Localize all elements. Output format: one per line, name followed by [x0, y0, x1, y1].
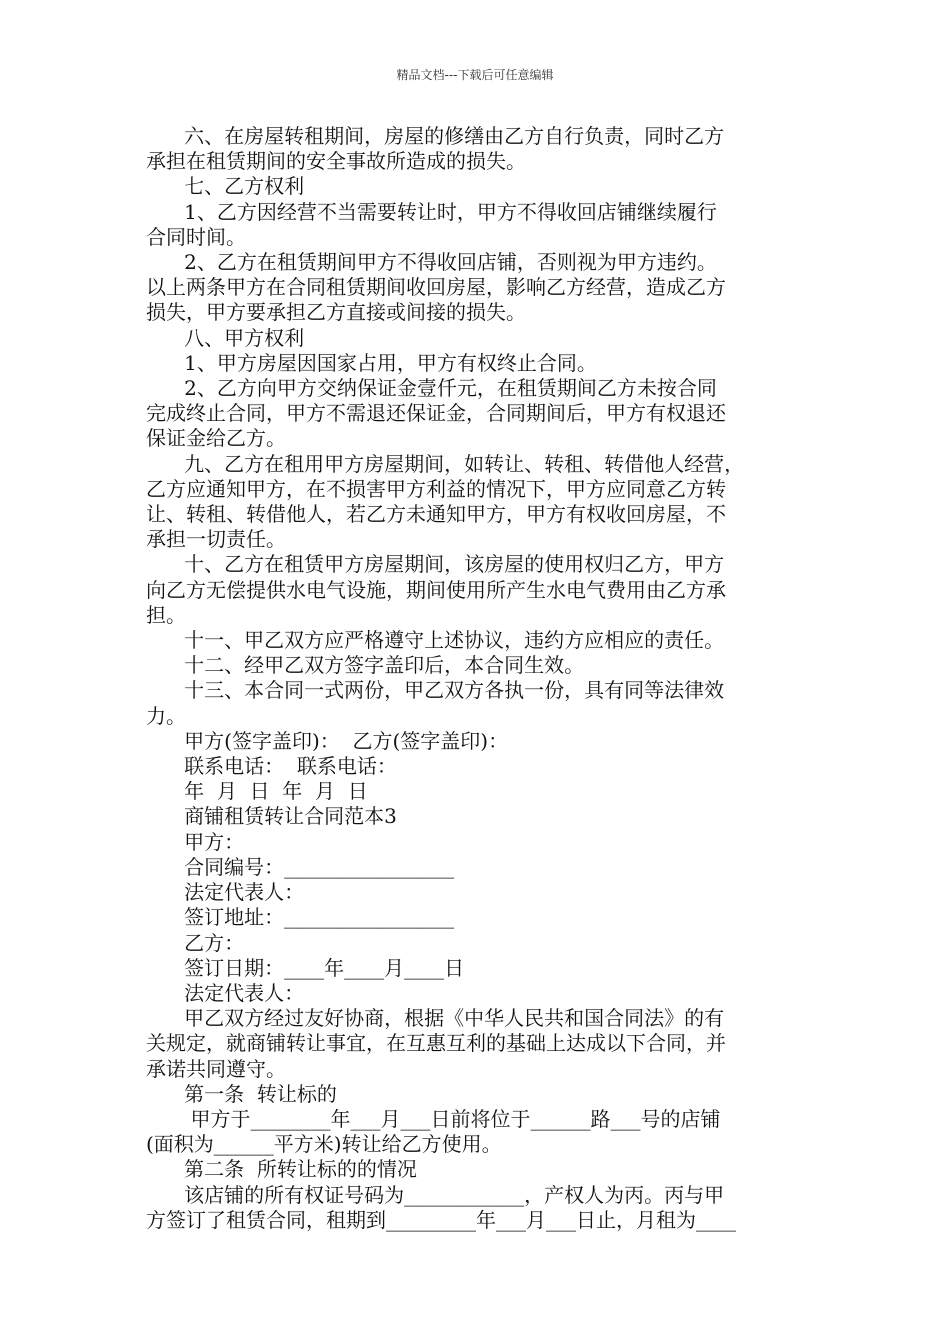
text-line: 1、乙方因经营不当需要转让时，甲方不得收回店铺继续履行: [146, 199, 717, 224]
text-line: 联系电话： 联系电话：: [146, 754, 397, 779]
text-line: 2、乙方向甲方交纳保证金壹仟元，在租赁期间乙方未按合同: [146, 376, 717, 401]
text-line: 甲方于________年___月___日前将位于______路___号的店铺: [146, 1106, 721, 1131]
text-line: 2、乙方在租赁期间甲方不得收回店铺，否则视为甲方违约。: [146, 250, 717, 275]
text-line: 关规定，就商铺转让事宜，在互惠互利的基础上达成以下合同，并: [146, 1031, 726, 1056]
text-line: 六、在房屋转租期间，房屋的修缮由乙方自行负责，同时乙方: [146, 124, 725, 148]
text-line: 九、乙方在租用甲方房屋期间，如转让、转租、转借他人经营，: [146, 451, 745, 476]
text-line: 乙方应通知甲方，在不损害甲方利益的情况下，甲方应同意乙方转: [146, 476, 726, 501]
text-line: 签订日期：____年____月____日: [146, 955, 465, 980]
text-line: 承诺共同遵守。: [146, 1056, 286, 1081]
page-header: 精品文档---下载后可任意编辑: [396, 68, 554, 82]
text-line: (面积为______平方米)转让给乙方使用。: [146, 1132, 502, 1157]
text-line: 完成终止合同，甲方不需退还保证金，合同期间后，甲方有权退还: [146, 401, 726, 426]
text-line: 承担在租赁期间的安全事故所造成的损失。: [146, 149, 526, 174]
text-line: 保证金给乙方。: [146, 426, 286, 451]
text-line: 十二、经甲乙双方签字盖印后，本合同生效。: [146, 653, 585, 678]
text-line: 让、转租、转借他人，若乙方未通知甲方，甲方有权收回房屋，不: [146, 502, 726, 527]
text-line: 第一条 转让标的: [146, 1081, 337, 1106]
text-line: 以上两条甲方在合同租赁期间收回房屋，影响乙方经营，造成乙方: [146, 275, 726, 300]
text-line: 方签订了租赁合同，租期到_________年___月___日止，月租为____: [146, 1207, 736, 1232]
text-line: 八、甲方权利: [146, 325, 305, 350]
text-line: 承担一切责任。: [146, 527, 286, 552]
text-line: 损失，甲方要承担乙方直接或间接的损失。: [146, 300, 526, 325]
text-line: 年 月 日 年 月 日: [146, 779, 368, 804]
text-line: 甲方：: [146, 829, 245, 854]
text-line: 商铺租赁转让合同范本3: [146, 804, 397, 829]
text-line: 担。: [146, 602, 186, 627]
text-line: 十一、甲乙双方应严格遵守上述协议，违约方应相应的责任。: [146, 628, 725, 653]
text-line: 向乙方无偿提供水电气设施，期间使用所产生水电气费用由乙方承: [146, 577, 726, 602]
text-line: 甲方(签字盖印)： 乙方(签字盖印)：: [146, 728, 509, 753]
text-line: 十三、本合同一式两份，甲乙双方各执一份，具有同等法律效: [146, 678, 725, 703]
text-line: 七、乙方权利: [146, 174, 305, 199]
text-line: 法定代表人：: [146, 880, 305, 905]
text-line: 1、甲方房屋因国家占用，甲方有权终止合同。: [146, 350, 597, 375]
text-line: 十、乙方在租赁甲方房屋期间，该房屋的使用权归乙方，甲方: [146, 552, 725, 577]
document-body: [146, 124, 810, 1233]
text-line: 该店铺的所有权证号码为____________，产权人为丙。丙与甲: [146, 1182, 725, 1207]
text-line: 法定代表人：: [146, 980, 305, 1005]
text-line: 签订地址：_________________: [146, 905, 455, 930]
text-line: 第二条 所转让标的的情况: [146, 1157, 417, 1182]
text-line: 甲乙双方经过友好协商，根据《中华人民共和国合同法》的有: [146, 1006, 725, 1031]
text-line: 力。: [146, 703, 186, 728]
text-line: 合同时间。: [146, 224, 246, 249]
text-line: 合同编号：_________________: [146, 854, 455, 879]
text-line: 乙方：: [146, 930, 245, 955]
